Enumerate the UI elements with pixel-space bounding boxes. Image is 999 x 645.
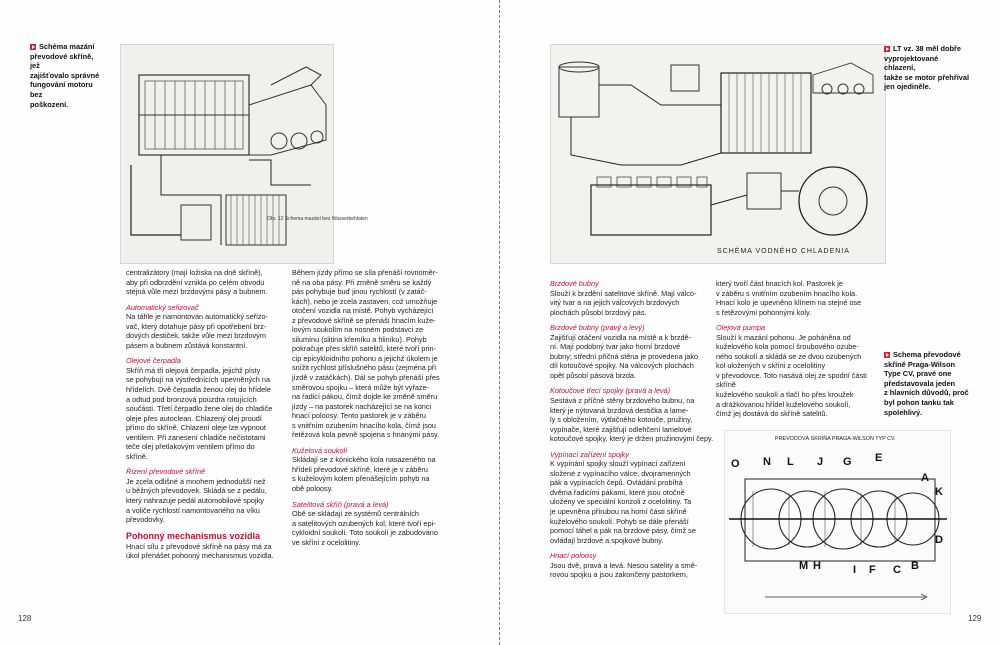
text-line: hřídeli převodové skříně, které je v záběru <box>292 464 428 474</box>
schema-letter-label: L <box>787 456 794 468</box>
text-line: který je nýtovaná brzdová destička a lame- <box>550 405 689 415</box>
figure-caption-right <box>884 44 970 92</box>
text-line: ly s obložením, výtlačného kotouče, pružiny, <box>550 415 693 425</box>
text-line: uloženy ve speciální konzoli z ocelolitiny. Ta <box>550 497 692 507</box>
text-line: cykloidní soukolí. Toto soukolí je zabudováno <box>292 528 438 538</box>
text-line: jízdy – na pastorek nacházející se na konci <box>292 401 432 411</box>
text-line: kuželového soukolí. Pohyb se dále přenáší <box>550 516 689 526</box>
caption-line: představovala jeden <box>884 378 956 388</box>
text-line: a satelitových ozubených kol, které tvoří epi- <box>292 518 436 528</box>
text-line: pomocí táhel a pák na brzdové pásy, čímž se <box>550 526 696 536</box>
text-line: dvěma řadicími pákami, které jsou otočně <box>550 487 685 497</box>
body-paragraph <box>550 459 720 545</box>
subsection-heading: Hnací poloosy <box>550 551 597 561</box>
text-line: Jsou dvě, pravá a levá. Nesou satelity a smě- <box>550 560 698 570</box>
text-line: Hnací sílu z převodové skříně na pásy má za <box>126 541 272 551</box>
body-paragraph <box>716 279 884 317</box>
text-line: cip epicykloidního pohonu a jejichž úkolem je <box>292 353 438 363</box>
caption-line: takže se motor přehříval <box>884 72 970 82</box>
schema-letter-label: H <box>813 560 821 572</box>
caption-line: byl pohon tanku tak <box>884 397 954 407</box>
page-number-left: 128 <box>18 614 32 623</box>
caption-line: skříně Praga-Wilson <box>884 359 955 369</box>
text-line: a voliče rychlostí namontovaného na víku <box>126 505 260 515</box>
text-line: Slouží k brzdění satelitové skříně. Mají válco- <box>550 288 697 298</box>
body-paragraph <box>292 268 464 440</box>
text-line: Zajišťují otáčení vozidla na místě a k brzdě- <box>550 332 692 342</box>
text-line: u běžných převodovek. Skládá se z pedálu, <box>126 486 267 496</box>
caption-line: poškození. <box>30 99 69 109</box>
schema-letter-label: C <box>893 564 901 576</box>
page-gutter <box>499 0 500 645</box>
text-line: který tvoří část hnacích kol. Pastorek je <box>716 279 843 288</box>
text-line: součástí. Třetí čerpadlo žene olej do chladiče <box>126 404 273 414</box>
caption-arrow-icon <box>30 44 36 50</box>
text-line: ného soukolí a skládá se ze dvou ozubených <box>716 351 862 361</box>
body-paragraph <box>292 455 464 493</box>
body-paragraph <box>126 268 289 297</box>
text-column-right-1 <box>550 279 720 580</box>
text-line: pák a vypínacích čepů. Ovládání probíhá <box>550 478 683 488</box>
schema-letter-label: A <box>921 472 929 484</box>
body-paragraph <box>126 312 289 350</box>
text-line: hřídelích. Dvě čerpadla ženou olej do hřídele <box>126 385 271 395</box>
left-page <box>0 0 497 645</box>
text-line: stejná vůle mezi brzdovými pásy a bubnem. <box>126 287 268 297</box>
text-line: bubny; střední příčná stěna je provedena jako <box>550 351 699 361</box>
text-line: ovládají brzdové a spojkové bubny. <box>550 535 664 545</box>
cooling-schematic-title: SCHÉMA VODNÉHO CHLADENIA <box>717 248 850 255</box>
gearbox-schematic-drawing <box>725 431 950 613</box>
subsection-heading: Kotoučové třecí spojky (pravá a levá) <box>550 386 671 396</box>
cooling-schematic-figure <box>550 44 886 264</box>
text-line: Sestává z příčné stěny brzdového bubnu, na <box>550 396 695 406</box>
subsection-heading: Brzdové bubny <box>550 279 599 288</box>
text-line: a odtud pod bronzová pouzdra rotujících <box>126 394 257 404</box>
subsection-heading: Olejová pumpa <box>716 323 766 333</box>
text-line: otočení vozidla na místě. Pohyb vycházející <box>292 306 434 316</box>
text-line: oleje přes autoclean. Chlazený olej proudí <box>126 413 262 423</box>
caption-line: spolehlivý. <box>884 407 923 417</box>
schema-letter-label: I <box>853 564 857 576</box>
text-line: kol uložených v skříni z ocelolitiny <box>716 361 826 371</box>
schema-letter-label: D <box>935 534 943 546</box>
text-line: složené z vypínacího válce, dvojramenných <box>550 468 691 478</box>
body-paragraph <box>550 396 720 444</box>
caption-line: z hlavních důvodů, proč <box>884 388 969 398</box>
figure-caption-right-2 <box>884 350 970 417</box>
body-paragraph <box>550 561 720 580</box>
text-line: kuželového kola pomocí šroubového ozube- <box>716 342 859 352</box>
text-line: v převodovce. Toto nasává olej ze spodní části skříně <box>716 370 867 390</box>
text-line: Je zcela odlišné a mnohem jednodušší než <box>126 476 266 486</box>
text-line: kách), nebo je zcela zastaven, což umožňuje <box>292 296 438 306</box>
caption-line: vyprojektované chlazení, <box>884 53 939 73</box>
caption-line: fungování motoru bez <box>30 80 93 99</box>
text-line: vač, který dotahuje pásy při opotřebení brz- <box>126 321 267 331</box>
lubrication-schematic-figure <box>120 44 368 264</box>
text-line: Na táhle je namontován automatický seřizo- <box>126 312 268 322</box>
caption-arrow-icon <box>884 352 890 358</box>
text-line: lovým soukolím na nosném podstavci ze <box>292 325 423 335</box>
text-line: kotoučové spojky, který je držen pružinovými čepy. <box>550 434 714 444</box>
text-line: pokračuje přes skříň satelitů, které tvoří prin- <box>292 344 436 354</box>
text-line: pás pohybuje buď jinou rychlostí (v zatáč- <box>292 287 427 297</box>
text-line: směrovou spojku – která může být vyřaze- <box>292 382 430 392</box>
body-paragraph <box>292 509 464 547</box>
schema-letter-label: G <box>843 456 852 468</box>
text-line: Slouží k mazání pohonu. Je poháněna od <box>716 332 851 342</box>
text-line: skříně. <box>126 451 148 461</box>
text-column-right-2 <box>716 279 884 419</box>
text-line: ventilem. Při zanesení chladiče nečistotami <box>126 432 266 442</box>
text-line: úkol přenášet pohonný mechanismus vozidla. <box>126 551 274 561</box>
text-line: převodovky. <box>126 515 165 525</box>
schema-letter-label: N <box>763 456 771 468</box>
subsection-heading: Automatický seřizovač <box>126 302 199 312</box>
text-line: Hnací kolo je upevněno klínem na stejné ose <box>716 298 862 308</box>
section-heading: Pohonný mechanismus vozidla <box>126 530 261 541</box>
subsection-heading: Olejové čerpadla <box>126 356 181 366</box>
body-paragraph <box>550 289 720 318</box>
subsection-heading: Řízení převodové skříně <box>126 467 206 477</box>
gearbox-schematic-title: PREVODOVÁ SKRIŇA PRAGA-WILSON TYP CV. <box>775 436 896 442</box>
text-line: plochách působí brzdový pás. <box>550 307 647 317</box>
caption-arrow-icon <box>884 46 890 52</box>
body-paragraph <box>126 366 289 461</box>
cooling-schematic-drawing <box>551 45 885 263</box>
text-line: z převodové skříně se přenáší hnacím kuže- <box>292 315 436 325</box>
schema-letter-label: F <box>869 564 876 576</box>
subsection-heading: Brzdové bubny (pravý a levý) <box>550 323 645 333</box>
subsection-heading: Satelitová skříň (pravá a levá) <box>292 499 389 509</box>
text-line: centralizátory (mají ložiska na dně skříně), <box>126 268 263 277</box>
text-line: opět působí pásová brzda. <box>550 370 637 380</box>
body-paragraph <box>550 333 720 381</box>
text-line: dových destiček, takže vůle mezi brzdovým <box>126 331 266 341</box>
text-line: díl kotoučové spojky. Na válcových plochách <box>550 361 694 371</box>
schema-letter-label: O <box>731 458 740 470</box>
text-line: s vnitřním ozubením hnacího kola, čímž jsou <box>292 420 436 430</box>
schema-letter-label: E <box>875 452 883 464</box>
text-line: se pohybují na výstřednících upevněných na <box>126 375 271 385</box>
lubrication-schematic-drawing <box>121 45 368 263</box>
text-line: ní. Mají podobný tvar jako horní brzdové <box>550 342 681 352</box>
text-line: Obě se skládají ze systémů centrálních <box>292 509 419 519</box>
text-line: který nahrazuje pedál automobilové spojky <box>126 496 264 506</box>
page-number-right: 129 <box>968 614 982 623</box>
caption-line: zajišťovalo správné <box>30 70 100 80</box>
text-column-left-1 <box>126 268 289 561</box>
caption-line: LT vz. 38 měl dobře <box>884 44 970 54</box>
text-line: rovou spojku a jsou zakončeny pastorkem, <box>550 570 688 580</box>
body-paragraph <box>126 542 289 561</box>
caption-line: Schema převodové <box>884 350 970 360</box>
caption-line: Type CV, pravé one <box>884 369 952 379</box>
text-line: obě poloosy. <box>292 484 333 494</box>
text-line: Skříň má tři olejová čerpadla, jejichž písty <box>126 365 261 375</box>
text-line: K vypínání spojky slouží vypínací zařízení <box>550 459 686 469</box>
text-line: jízdě v zatáčkách). Dál se pohyb přenáší přes <box>292 373 440 383</box>
schema-letter-label: B <box>911 560 919 572</box>
schema-letter-label: J <box>817 456 824 468</box>
figure-label: Obr. 12 Schema mazání bez Wasserbehlaten <box>267 216 368 222</box>
text-line: přímo do skříně. Chlazení oleje lze vypnout <box>126 423 266 433</box>
body-paragraph <box>716 333 884 419</box>
text-line: ve skříni z ocelolitiny. <box>292 537 361 547</box>
subsection-heading: Kuželová soukolí <box>292 445 348 455</box>
caption-line: jen ojediněle. <box>884 82 931 92</box>
text-line: kuželového soukolí a tlačí ho přes kroužek <box>716 390 854 400</box>
text-line: snížit rychlost příslušného pásu (zejména při <box>292 363 436 373</box>
text-line: ně na oba pásy. Při změně směru se každý <box>292 277 432 287</box>
text-line: v záběru s vnitřním ozubením hnacího kola. <box>716 288 858 298</box>
text-line: teče olej přetlakovým ventilem přímo do <box>126 442 255 452</box>
schema-letter-label: K <box>935 486 943 498</box>
caption-line: převodové skříně, jež <box>30 51 94 71</box>
subsection-heading: Vypínací zařízení spojky <box>550 449 629 459</box>
body-paragraph <box>126 477 289 525</box>
text-line: vitý tvar a na jejich válcových brzdových <box>550 298 680 308</box>
text-line: čímž jej dostává do skříně satelitů. <box>716 409 828 419</box>
text-line: aby při odbrzdění vznikla po celém obvodu <box>126 277 265 287</box>
text-line: s řetězovými pohonnými koly. <box>716 307 812 317</box>
text-line: na řadicí pákou, čímž dojde ke změně směru <box>292 392 438 402</box>
text-line: vypínače, které zajišťují odlehčení lamelové <box>550 424 692 434</box>
praga-wilson-gearbox-figure <box>724 430 951 614</box>
right-page <box>502 0 999 645</box>
schema-letter-label: M <box>799 560 809 572</box>
text-line: řetězová kola pevně spojena s hnanými pásy. <box>292 430 440 440</box>
text-line: hnací poloosy. Tento pastorek je v záběru <box>292 411 426 421</box>
text-line: s kuželovým kolem přenášejícím pohyb na <box>292 474 430 484</box>
text-line: pásem a bubnem zůstává konstantní. <box>126 340 248 350</box>
text-line: silumínu (slitina křemíku a hliníku). Pohyb <box>292 334 427 344</box>
figure-caption-left <box>30 42 104 109</box>
text-line: Skládají se z kónického kola nasazeného na <box>292 455 436 465</box>
caption-line: Schéma mazání <box>30 42 104 52</box>
text-line: Během jízdy přímo se síla přenáší rovnoměr- <box>292 268 438 277</box>
text-column-left-2 <box>292 268 464 547</box>
text-line: je upevněna přírubou na horní části skříně <box>550 507 687 517</box>
text-line: a drážkovanou hřídel kuželového soukolí, <box>716 399 851 409</box>
